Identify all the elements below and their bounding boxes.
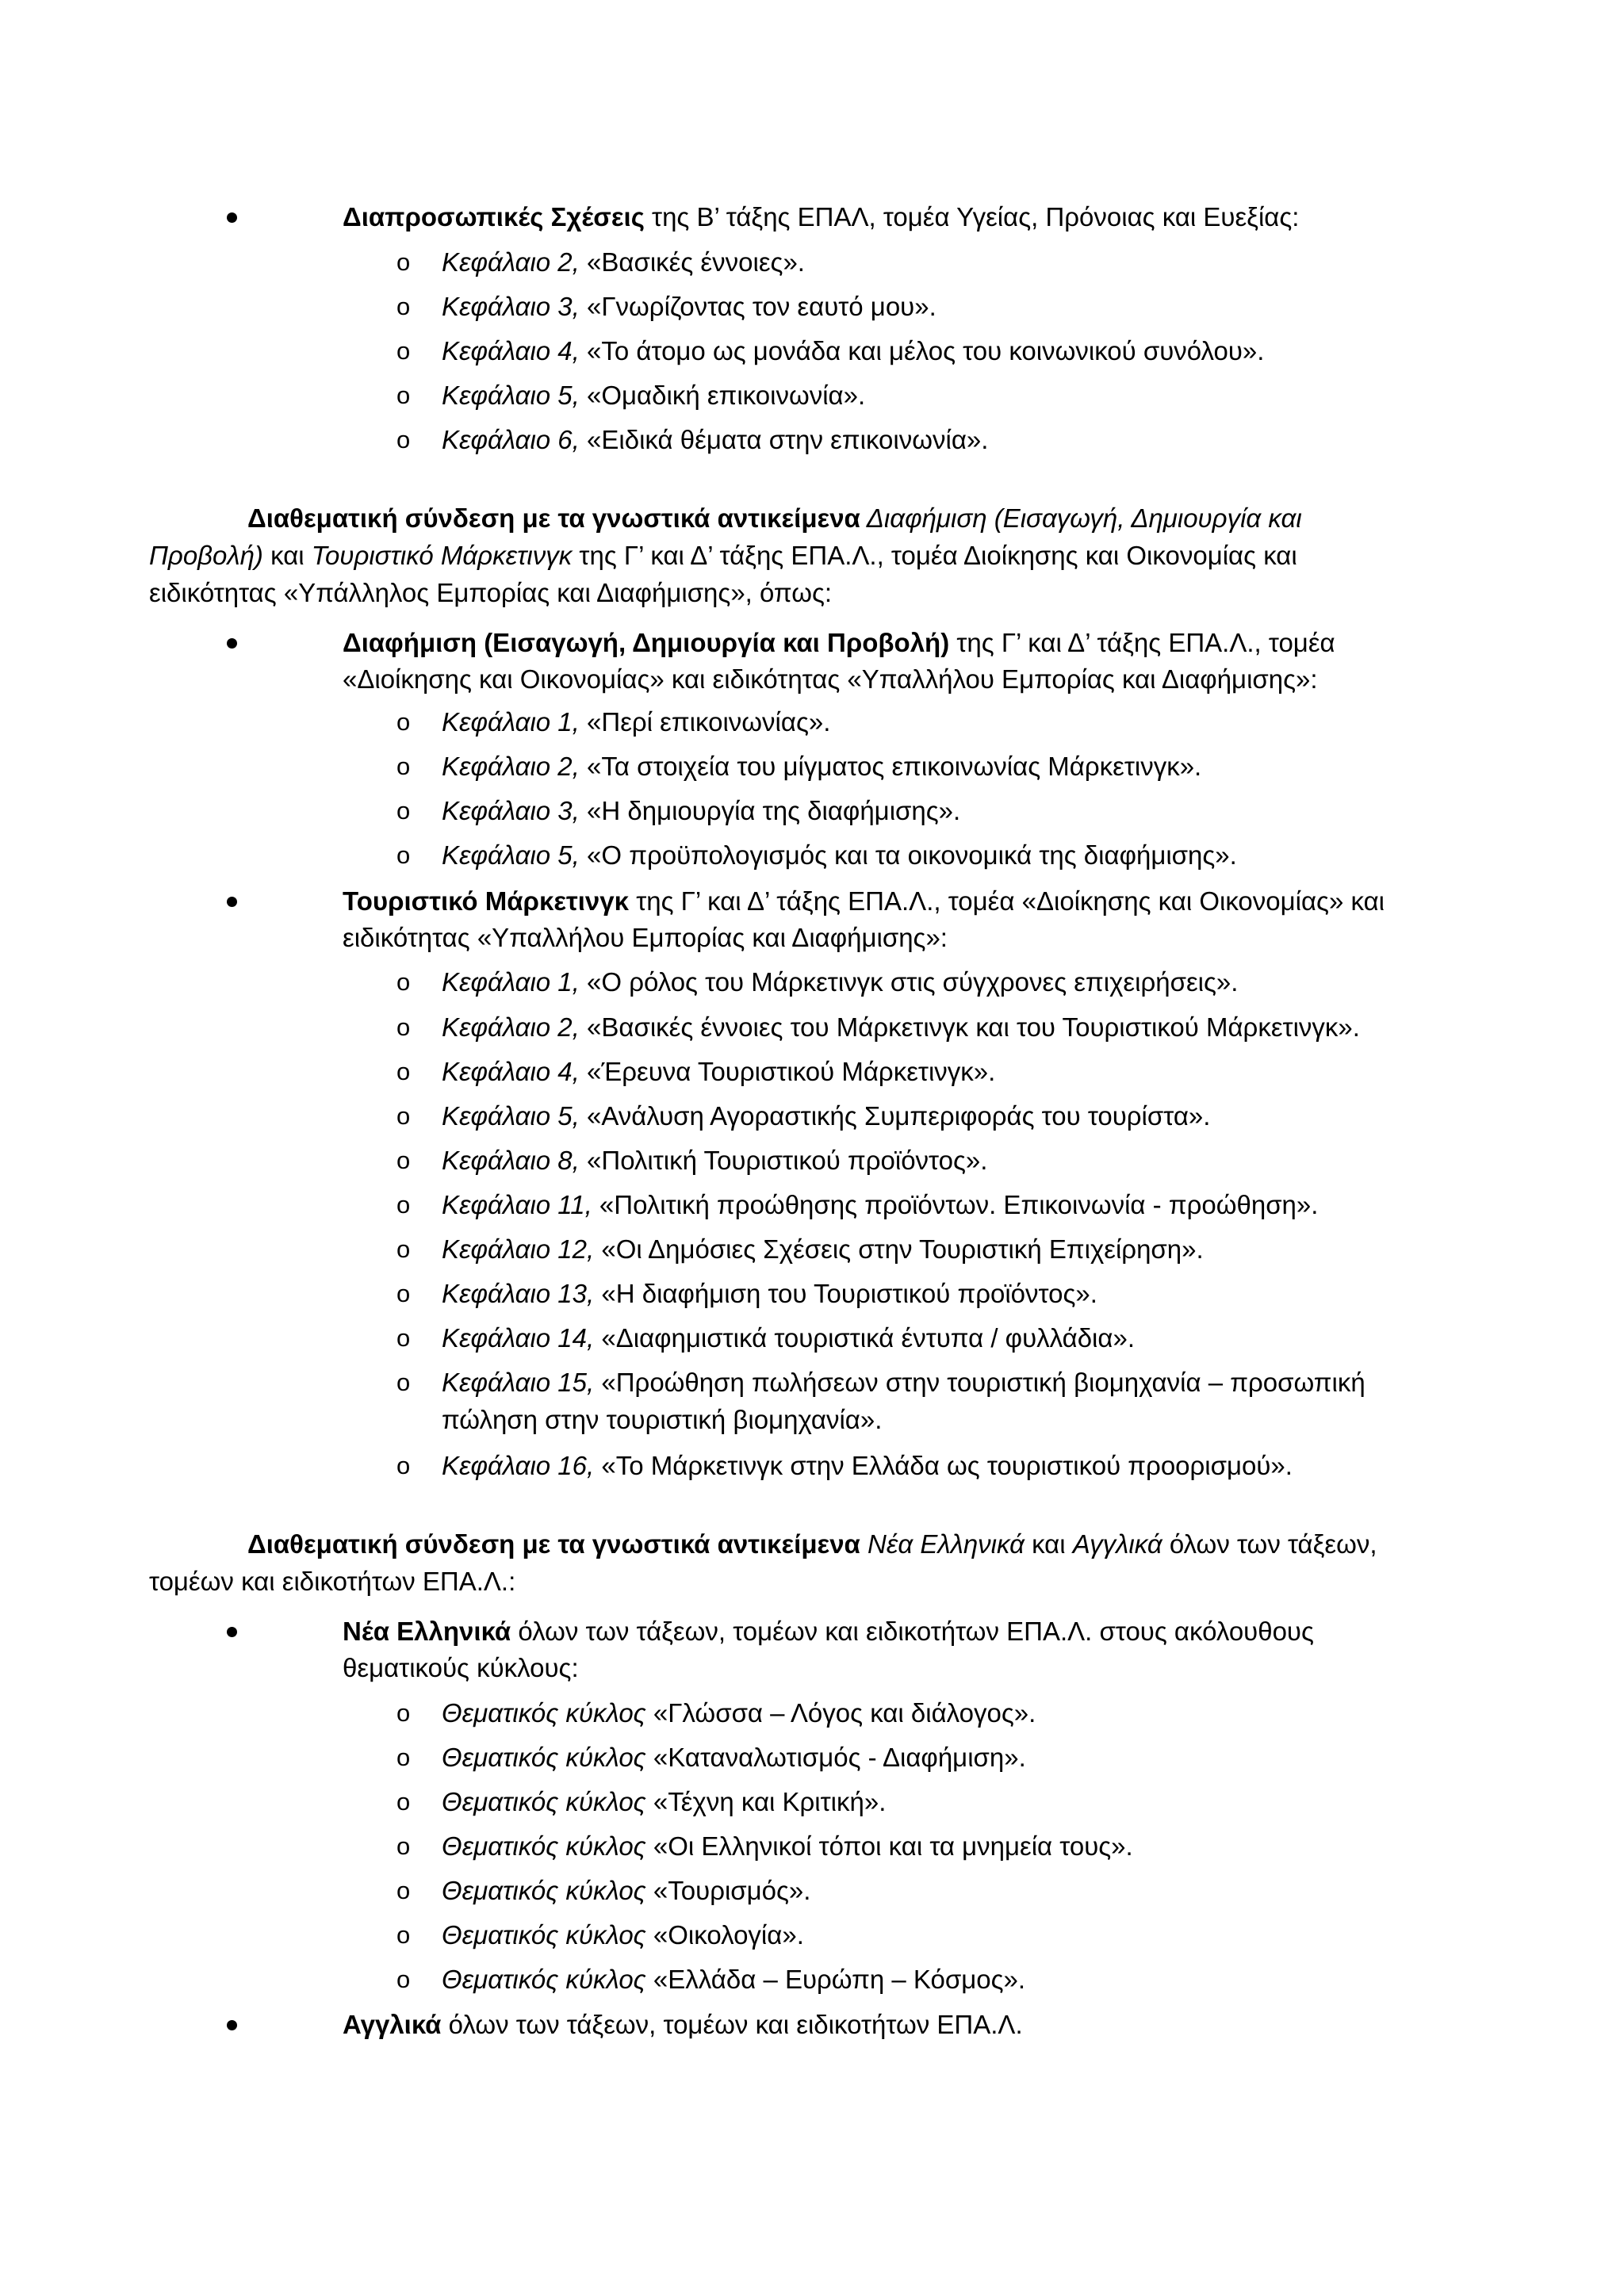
thematic-item: Θεματικός κύκλος «Τέχνη και Κριτική». (442, 1787, 887, 1816)
sub-marker: o (396, 1102, 411, 1130)
chapter-item: Κεφάλαιο 14, «Διαφημιστικά τουριστικά έντυπα / φυλλάδια». (442, 1323, 1135, 1353)
chapter-item: Κεφάλαιο 6, «Ειδικά θέματα στην επικοινωνία». (442, 425, 989, 454)
sub-marker: o (396, 381, 411, 409)
chapter-item: Κεφάλαιο 1, «Περί επικοινωνίας». (442, 707, 831, 737)
bullet-line-touristiko-marketing: Τουριστικό Μάρκετινγκ της Γ’ και Δ’ τάξης ΕΠΑ.Λ., τομέα «Διοίκησης και Οικονομίας» και (343, 886, 1385, 916)
sub-marker: o (396, 1788, 411, 1816)
bullet-line-diafimisi: Διαφήμιση (Εισαγωγή, Δημιουργία και Προβολή) της Γ’ και Δ’ τάξης ΕΠΑ.Λ., τομέα (343, 628, 1335, 657)
bullet-nea-ellinika (227, 1627, 237, 1637)
paragraph-line: Διαθεματική σύνδεση με τα γνωστικά αντικείμενα Νέα Ελληνικά και Αγγλικά όλων των τάξεων, (247, 1529, 1377, 1559)
bullet-line-agglika: Αγγλικά όλων των τάξεων, τομέων και ειδικοτήτων ΕΠΑ.Λ. (343, 2010, 1023, 2039)
sub-marker: o (396, 1699, 411, 1727)
chapter-item: Κεφάλαιο 11, «Πολιτική προώθησης προϊόντων. Επικοινωνία - προώθηση». (442, 1190, 1319, 1219)
chapter-item-cont: πώληση στην τουριστική βιομηχανία». (442, 1405, 883, 1434)
chapter-item: Κεφάλαιο 8, «Πολιτική Τουριστικού προϊόντος». (442, 1146, 988, 1175)
thematic-item: Θεματικός κύκλος «Οικολογία». (442, 1920, 804, 1950)
sub-marker: o (396, 1743, 411, 1771)
bullet-touristiko-marketing (227, 897, 237, 907)
chapter-item: Κεφάλαιο 4, «Το άτομο ως μονάδα και μέλος του κοινωνικού συνόλου». (442, 336, 1265, 365)
sub-marker: o (396, 293, 411, 320)
paragraph-line: ειδικότητας «Υπάλληλος Εμπορίας και Διαφήμισης», όπως: (149, 578, 833, 607)
chapter-item: Κεφάλαιο 16, «Το Μάρκετινγκ στην Ελλάδα ως τουριστικού προορισμού». (442, 1451, 1293, 1480)
sub-marker: o (396, 426, 411, 453)
chapter-item: Κεφάλαιο 4, «Έρευνα Τουριστικού Μάρκετινγκ». (442, 1057, 996, 1086)
sub-marker: o (396, 248, 411, 276)
sub-marker: o (396, 1280, 411, 1307)
paragraph-line: τομέων και ειδικοτήτων ΕΠΑ.Λ.: (149, 1567, 516, 1596)
sub-marker: o (396, 1368, 411, 1396)
sub-marker: o (396, 1324, 411, 1352)
chapter-item: Κεφάλαιο 5, «Ο προϋπολογισμός και τα οικονομικά της διαφήμισης». (442, 840, 1237, 870)
chapter-item: Κεφάλαιο 2, «Βασικές έννοιες του Μάρκετινγκ και του Τουριστικού Μάρκετινγκ». (442, 1012, 1360, 1042)
chapter-item: Κεφάλαιο 13, «Η διαφήμιση του Τουριστικού προϊόντος». (442, 1279, 1097, 1308)
sub-marker: o (396, 797, 411, 825)
chapter-item: Κεφάλαιο 1, «Ο ρόλος του Μάρκετινγκ στις σύγχρονες επιχειρήσεις». (442, 967, 1239, 997)
thematic-item: Θεματικός κύκλος «Οι Ελληνικοί τόποι και τα μνημεία τους». (442, 1831, 1133, 1861)
sub-marker: o (396, 1452, 411, 1479)
chapter-item: Κεφάλαιο 3, «Η δημιουργία της διαφήμισης». (442, 796, 961, 825)
sub-marker: o (396, 1058, 411, 1085)
chapter-item: Κεφάλαιο 2, «Βασικές έννοιες». (442, 247, 805, 277)
chapter-item: Κεφάλαιο 5, «Ομαδική επικοινωνία». (442, 381, 866, 410)
chapter-item: Κεφάλαιο 2, «Τα στοιχεία του μίγματος επικοινωνίας Μάρκετινγκ». (442, 752, 1202, 781)
sub-marker: o (396, 1832, 411, 1860)
bullet-line-cont: ειδικότητας «Υπαλλήλου Εμπορίας και Διαφήμισης»: (343, 923, 948, 952)
bullet-line-cont: «Διοίκησης και Οικονομίας» και ειδικότητας «Υπαλλήλου Εμπορίας και Διαφήμισης»: (343, 664, 1318, 694)
chapter-item: Κεφάλαιο 3, «Γνωρίζοντας τον εαυτό μου». (442, 292, 936, 321)
chapter-item: Κεφάλαιο 15, «Προώθηση πωλήσεων στην τουριστική βιομηχανία – προσωπική (442, 1368, 1365, 1397)
sub-marker: o (396, 1146, 411, 1174)
bullet-agglika (227, 2020, 237, 2030)
bullet-line-cont: θεματικούς κύκλους: (343, 1653, 579, 1682)
chapter-item: Κεφάλαιο 5, «Ανάλυση Αγοραστικής Συμπεριφοράς του τουρίστα». (442, 1101, 1211, 1131)
sub-marker: o (396, 1191, 411, 1219)
sub-marker: o (396, 1877, 411, 1904)
thematic-item: Θεματικός κύκλος «Γλώσσα – Λόγος και διάλογος». (442, 1698, 1036, 1728)
sub-marker: o (396, 708, 411, 736)
thematic-item: Θεματικός κύκλος «Καταναλωτισμός - Διαφήμιση». (442, 1743, 1026, 1772)
paragraph-line: Διαθεματική σύνδεση με τα γνωστικά αντικείμενα Διαφήμιση (Εισαγωγή, Δημιουργία και (247, 503, 1302, 533)
sub-marker: o (396, 337, 411, 365)
bullet-line-diaprosopikes: Διαπροσωπικές Σχέσεις της Β’ τάξης ΕΠΑΛ, τομέα Υγείας, Πρόνοιας και Ευεξίας: (343, 202, 1300, 232)
sub-marker: o (396, 968, 411, 996)
sub-marker: o (396, 841, 411, 869)
bullet-line-nea-ellinika: Νέα Ελληνικά όλων των τάξεων, τομέων και ειδικοτήτων ΕΠΑ.Λ. στους ακόλουθους (343, 1617, 1314, 1646)
thematic-item: Θεματικός κύκλος «Τουρισμός». (442, 1876, 811, 1905)
sub-marker: o (396, 1921, 411, 1949)
bullet-diafimisi (227, 638, 237, 649)
thematic-item: Θεματικός κύκλος «Ελλάδα – Ευρώπη – Κόσμος». (442, 1965, 1026, 1994)
sub-marker: o (396, 752, 411, 780)
sub-marker: o (396, 1965, 411, 1993)
sub-marker: o (396, 1013, 411, 1041)
sub-marker: o (396, 1235, 411, 1263)
chapter-item: Κεφάλαιο 12, «Οι Δημόσιες Σχέσεις στην Τουριστική Επιχείρηση». (442, 1234, 1204, 1264)
paragraph-line: Προβολή) και Τουριστικό Μάρκετινγκ της Γ’ και Δ’ τάξης ΕΠΑ.Λ., τομέα Διοίκησης και Οικονομίας και (149, 541, 1297, 570)
bullet-diaprosopikes (227, 212, 237, 223)
